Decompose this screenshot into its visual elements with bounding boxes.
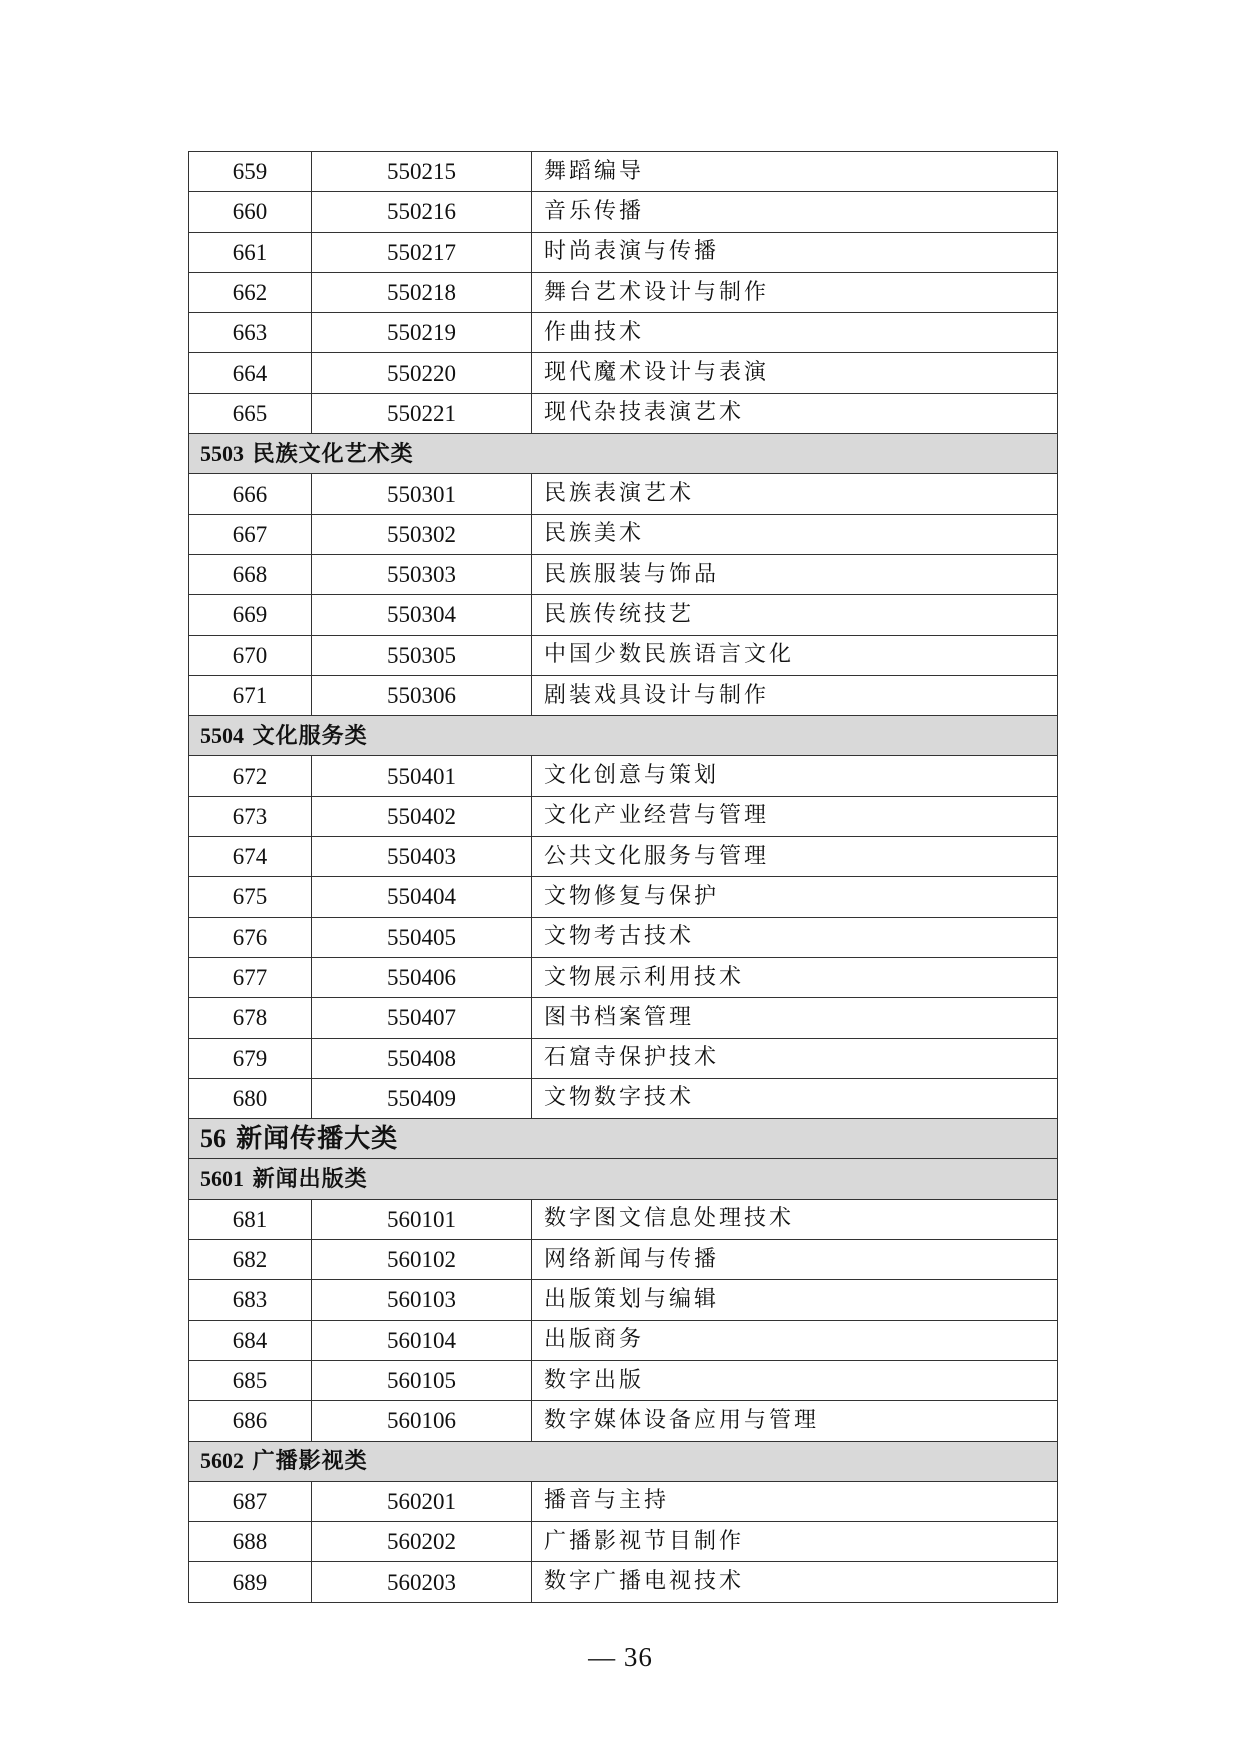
program-code: 560102 xyxy=(312,1240,532,1280)
program-code: 550301 xyxy=(312,474,532,514)
row-number: 686 xyxy=(189,1401,312,1441)
program-name: 文化创意与策划 xyxy=(532,756,1058,796)
program-name: 石窟寺保护技术 xyxy=(532,1038,1058,1078)
program-name: 作曲技术 xyxy=(532,313,1058,353)
row-number: 674 xyxy=(189,837,312,877)
table-row xyxy=(189,1320,1058,1360)
category-heading xyxy=(189,1159,1058,1199)
table-row xyxy=(189,1078,1058,1118)
program-name: 民族传统技艺 xyxy=(532,595,1058,635)
table-row xyxy=(189,1240,1058,1280)
row-number: 668 xyxy=(189,554,312,594)
row-number: 677 xyxy=(189,957,312,997)
page-number: — 36 xyxy=(588,1642,653,1672)
row-number: 682 xyxy=(189,1240,312,1280)
program-code: 560103 xyxy=(312,1280,532,1320)
category-code: 56 xyxy=(200,1123,226,1153)
table-row xyxy=(189,474,1058,514)
row-number: 670 xyxy=(189,635,312,675)
row-number: 676 xyxy=(189,917,312,957)
program-code: 550218 xyxy=(312,272,532,312)
table-row xyxy=(189,917,1058,957)
program-name: 数字出版 xyxy=(532,1360,1058,1400)
program-code: 550303 xyxy=(312,554,532,594)
program-name: 剧装戏具设计与制作 xyxy=(532,675,1058,715)
row-number: 659 xyxy=(189,152,312,192)
row-number: 685 xyxy=(189,1360,312,1400)
program-name: 文物展示利用技术 xyxy=(532,957,1058,997)
table-row xyxy=(189,675,1058,715)
row-number: 667 xyxy=(189,514,312,554)
row-number: 671 xyxy=(189,675,312,715)
category-title: 新闻传播大类 xyxy=(236,1123,399,1154)
category-row xyxy=(189,1159,1058,1199)
row-number: 687 xyxy=(189,1481,312,1521)
program-name: 文物数字技术 xyxy=(532,1078,1058,1118)
row-number: 660 xyxy=(189,192,312,232)
program-code: 550306 xyxy=(312,675,532,715)
category-heading xyxy=(189,1441,1058,1481)
category-row xyxy=(189,1441,1058,1481)
category-row xyxy=(189,434,1058,474)
category-title: 民族文化艺术类 xyxy=(252,440,414,467)
program-name: 音乐传播 xyxy=(532,192,1058,232)
table-row xyxy=(189,957,1058,997)
category-code: 5503 xyxy=(200,440,244,466)
program-code: 550304 xyxy=(312,595,532,635)
table-row xyxy=(189,232,1058,272)
row-number: 666 xyxy=(189,474,312,514)
program-name: 舞台艺术设计与制作 xyxy=(532,272,1058,312)
program-code: 550408 xyxy=(312,1038,532,1078)
program-code: 560203 xyxy=(312,1562,532,1602)
program-code: 550402 xyxy=(312,796,532,836)
table-row xyxy=(189,1280,1058,1320)
category-heading xyxy=(189,434,1058,474)
row-number: 681 xyxy=(189,1199,312,1239)
program-table xyxy=(188,151,1058,1603)
table-row xyxy=(189,554,1058,594)
category-code: 5504 xyxy=(200,722,244,748)
program-name: 民族美术 xyxy=(532,514,1058,554)
program-code: 550220 xyxy=(312,353,532,393)
program-name: 数字图文信息处理技术 xyxy=(532,1199,1058,1239)
table-row xyxy=(189,272,1058,312)
row-number: 680 xyxy=(189,1078,312,1118)
row-number: 688 xyxy=(189,1522,312,1562)
row-number: 679 xyxy=(189,1038,312,1078)
table-row xyxy=(189,1360,1058,1400)
table-row xyxy=(189,837,1058,877)
program-code: 550216 xyxy=(312,192,532,232)
category-code: 5602 xyxy=(200,1448,244,1474)
program-code: 560105 xyxy=(312,1360,532,1400)
table-row xyxy=(189,393,1058,433)
program-name: 播音与主持 xyxy=(532,1481,1058,1521)
table-row xyxy=(189,1038,1058,1078)
program-code: 550305 xyxy=(312,635,532,675)
program-code: 550302 xyxy=(312,514,532,554)
program-code: 550221 xyxy=(312,393,532,433)
table-row xyxy=(189,756,1058,796)
row-number: 662 xyxy=(189,272,312,312)
category-title: 广播影视类 xyxy=(252,1448,368,1475)
table-row xyxy=(189,998,1058,1038)
program-name: 时尚表演与传播 xyxy=(532,232,1058,272)
program-code: 550403 xyxy=(312,837,532,877)
category-heading xyxy=(189,716,1058,756)
table-row xyxy=(189,1401,1058,1441)
table-row xyxy=(189,796,1058,836)
program-name: 网络新闻与传播 xyxy=(532,1240,1058,1280)
row-number: 689 xyxy=(189,1562,312,1602)
table-row xyxy=(189,1199,1058,1239)
table-row xyxy=(189,192,1058,232)
program-name: 文物修复与保护 xyxy=(532,877,1058,917)
program-name: 出版商务 xyxy=(532,1320,1058,1360)
category-row xyxy=(189,716,1058,756)
program-name: 现代杂技表演艺术 xyxy=(532,393,1058,433)
category-title: 新闻出版类 xyxy=(252,1166,368,1193)
program-name: 现代魔术设计与表演 xyxy=(532,353,1058,393)
row-number: 684 xyxy=(189,1320,312,1360)
table-row xyxy=(189,353,1058,393)
major-category-row xyxy=(189,1119,1058,1159)
program-code: 550405 xyxy=(312,917,532,957)
row-number: 675 xyxy=(189,877,312,917)
category-code: 5601 xyxy=(200,1166,244,1192)
program-name: 民族表演艺术 xyxy=(532,474,1058,514)
program-code: 550407 xyxy=(312,998,532,1038)
row-number: 665 xyxy=(189,393,312,433)
program-code: 550409 xyxy=(312,1078,532,1118)
program-name: 图书档案管理 xyxy=(532,998,1058,1038)
table-row xyxy=(189,595,1058,635)
row-number: 661 xyxy=(189,232,312,272)
table-row xyxy=(189,313,1058,353)
program-name: 文物考古技术 xyxy=(532,917,1058,957)
program-code: 550406 xyxy=(312,957,532,997)
row-number: 673 xyxy=(189,796,312,836)
table-row xyxy=(189,152,1058,192)
program-code: 560202 xyxy=(312,1522,532,1562)
program-code: 560101 xyxy=(312,1199,532,1239)
row-number: 672 xyxy=(189,756,312,796)
table-row xyxy=(189,1522,1058,1562)
row-number: 678 xyxy=(189,998,312,1038)
program-name: 公共文化服务与管理 xyxy=(532,837,1058,877)
program-code: 550404 xyxy=(312,877,532,917)
table-row xyxy=(189,635,1058,675)
category-heading xyxy=(189,1119,1058,1159)
program-name: 文化产业经营与管理 xyxy=(532,796,1058,836)
row-number: 663 xyxy=(189,313,312,353)
table-row xyxy=(189,1481,1058,1521)
program-code: 560106 xyxy=(312,1401,532,1441)
program-code: 560201 xyxy=(312,1481,532,1521)
program-name: 出版策划与编辑 xyxy=(532,1280,1058,1320)
program-name: 数字媒体设备应用与管理 xyxy=(532,1401,1058,1441)
program-code: 560104 xyxy=(312,1320,532,1360)
program-name: 数字广播电视技术 xyxy=(532,1562,1058,1602)
program-code: 550219 xyxy=(312,313,532,353)
table-row xyxy=(189,1562,1058,1602)
program-code: 550215 xyxy=(312,152,532,192)
program-code: 550217 xyxy=(312,232,532,272)
row-number: 669 xyxy=(189,595,312,635)
program-name: 中国少数民族语言文化 xyxy=(532,635,1058,675)
program-name: 舞蹈编导 xyxy=(532,152,1058,192)
category-title: 文化服务类 xyxy=(252,722,368,749)
row-number: 683 xyxy=(189,1280,312,1320)
row-number: 664 xyxy=(189,353,312,393)
program-name: 广播影视节目制作 xyxy=(532,1522,1058,1562)
program-code: 550401 xyxy=(312,756,532,796)
table-row xyxy=(189,514,1058,554)
program-name: 民族服装与饰品 xyxy=(532,554,1058,594)
program-table-body xyxy=(189,152,1058,1603)
table-row xyxy=(189,877,1058,917)
